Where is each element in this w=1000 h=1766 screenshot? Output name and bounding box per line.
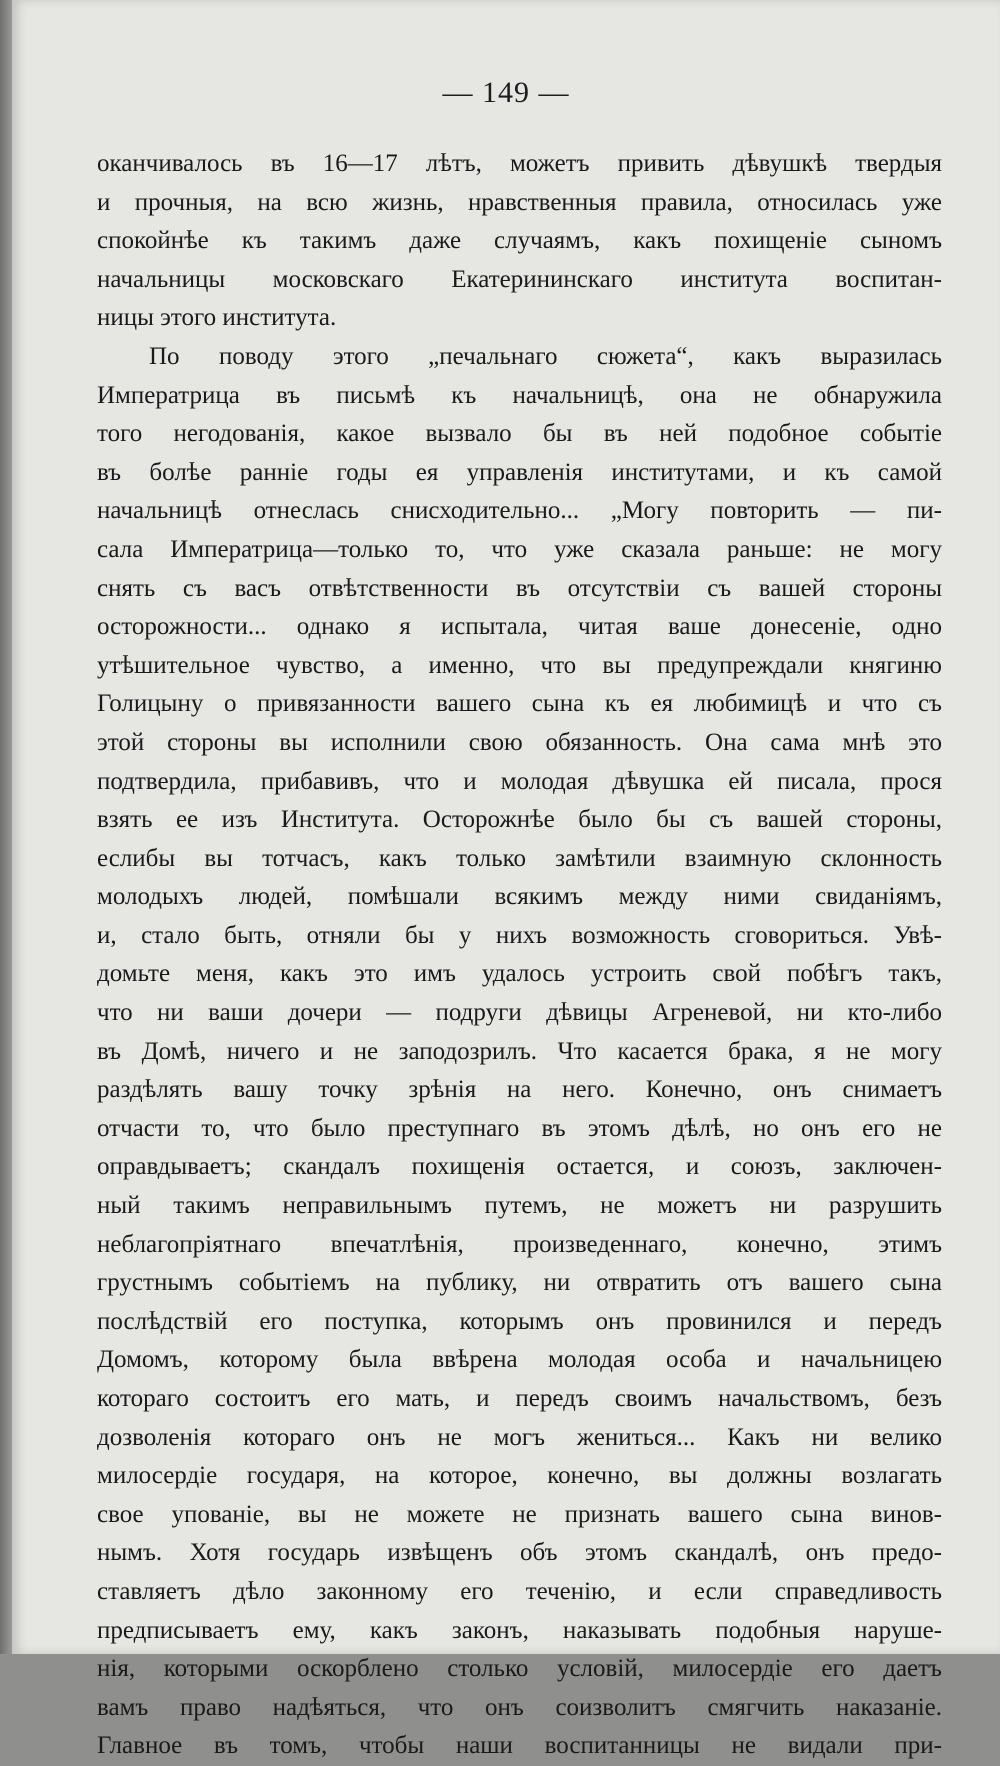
text-line: и прочныя, на всю жизнь, нравственныя правила, относилась уже [97, 188, 942, 216]
text-line: неблагопріятнаго впечатлѣнія, произведеннаго, конечно, этимъ [97, 1230, 942, 1258]
text-line: Домомъ, которому была ввѣрена молодая особа и начальницею [97, 1346, 942, 1374]
book-page [12, 0, 1000, 1760]
text-line: молодыхъ людей, помѣшали всякимъ между ними свиданіямъ, [97, 883, 942, 911]
text-line: ный такимъ неправильнымъ путемъ, не можетъ ни разрушить [97, 1192, 942, 1220]
text-line: сала Императрица—только то, что уже сказала раньше: не могу [97, 535, 942, 563]
text-line: предписываетъ ему, какъ законъ, наказывать подобныя наруше- [97, 1616, 942, 1644]
text-line: вамъ право надѣяться, что онъ соизволитъ смягчить наказаніе. [97, 1693, 942, 1721]
text-line: ницы этого института. [97, 304, 337, 332]
body-text [97, 145, 942, 1766]
text-line: Главное въ томъ, чтобы наши воспитанницы не видали при- [97, 1732, 942, 1760]
text-line: нымъ. Хотя государь извѣщенъ объ этомъ скандалѣ, онъ предо- [97, 1539, 942, 1567]
page-edge-shadow [0, 0, 12, 1654]
text-line: начальницѣ отнеслась снисходительно... „Могу повторить — пи- [97, 497, 942, 525]
text-line: начальницы московскаго Екатерининскаго института воспитан- [97, 265, 942, 293]
text-line: грустнымъ событіемъ на публику, ни отвратить отъ вашего сына [97, 1269, 942, 1297]
text-line: оканчивалось въ 16—17 лѣтъ, можетъ привить дѣвушкѣ твердыя [97, 150, 942, 177]
text-line: взять ее изъ Института. Осторожнѣе было бы съ вашей стороны, [97, 806, 942, 834]
text-line: въ болѣе ранніе годы ея управленія институтами, и къ самой [97, 458, 942, 486]
text-line: оправдываетъ; скандалъ похищенія остается, и союзъ, заключен- [97, 1153, 942, 1181]
text-line: свое упованіе, вы не можете не признать вашего сына винов- [97, 1500, 942, 1528]
text-line: этой стороны вы исполнили свою обязанность. Она сама мнѣ это [97, 728, 942, 756]
text-line: снять съ васъ отвѣтственности въ отсутствіи съ вашей стороны [97, 574, 942, 602]
text-line: котораго состоитъ его мать, и передъ своимъ начальствомъ, безъ [97, 1385, 942, 1412]
text-line: утѣшительное чувство, а именно, что вы предупреждали княгиню [97, 651, 942, 679]
text-line: ставляетъ дѣло законному его теченію, и если справедливость [97, 1577, 942, 1605]
paragraph-start-line: По поводу этого „печальнаго сюжета“, какъ выразилась [149, 342, 942, 370]
text-line: домьте меня, какъ это имъ удалось устроить свой побѣгъ такъ, [97, 960, 942, 988]
text-line: и, стало быть, отняли бы у нихъ возможность сговориться. Увѣ- [97, 921, 942, 949]
text-line: Императрица въ письмѣ къ начальницѣ, она не обнаружила [97, 381, 942, 409]
text-line: что ни ваши дочери — подруги дѣвицы Агреневой, ни кто-либо [97, 999, 942, 1027]
text-line: того негодованія, какое вызвало бы въ ней подобное событіе [97, 420, 942, 448]
text-line: отчасти то, что было преступнаго въ этомъ дѣлѣ, но онъ его не [97, 1114, 942, 1142]
text-line: спокойнѣе къ такимъ даже случаямъ, какъ похищеніе сыномъ [97, 227, 942, 255]
text-line: подтвердила, прибавивъ, что и молодая дѣвушка ей писала, прося [97, 767, 942, 795]
text-line: послѣдствій его поступка, которымъ онъ провинился и передъ [97, 1307, 942, 1335]
text-line: въ Домѣ, ничего и не заподозрилъ. Что касается брака, я не могу [97, 1037, 942, 1065]
text-line: еслибы вы тотчасъ, какъ только замѣтили взаимную склонность [97, 844, 942, 872]
text-line: милосердіе государя, на которое, конечно, вы должны возлагать [97, 1462, 942, 1490]
text-line: дозволенія котораго онъ не могъ жениться... Какъ ни велико [97, 1423, 942, 1451]
text-line: нія, которыми оскорблено столько условій, милосердіе его даетъ [97, 1655, 942, 1683]
text-line: раздѣлять вашу точку зрѣнія на него. Конечно, онъ снимаетъ [97, 1076, 942, 1104]
text-line: осторожности... однако я испытала, читая ваше донесеніе, одно [97, 613, 942, 641]
page-number: — 149 — [442, 76, 570, 109]
text-line: Голицыну о привязанности вашего сына къ ея любимицѣ и что съ [97, 690, 942, 718]
